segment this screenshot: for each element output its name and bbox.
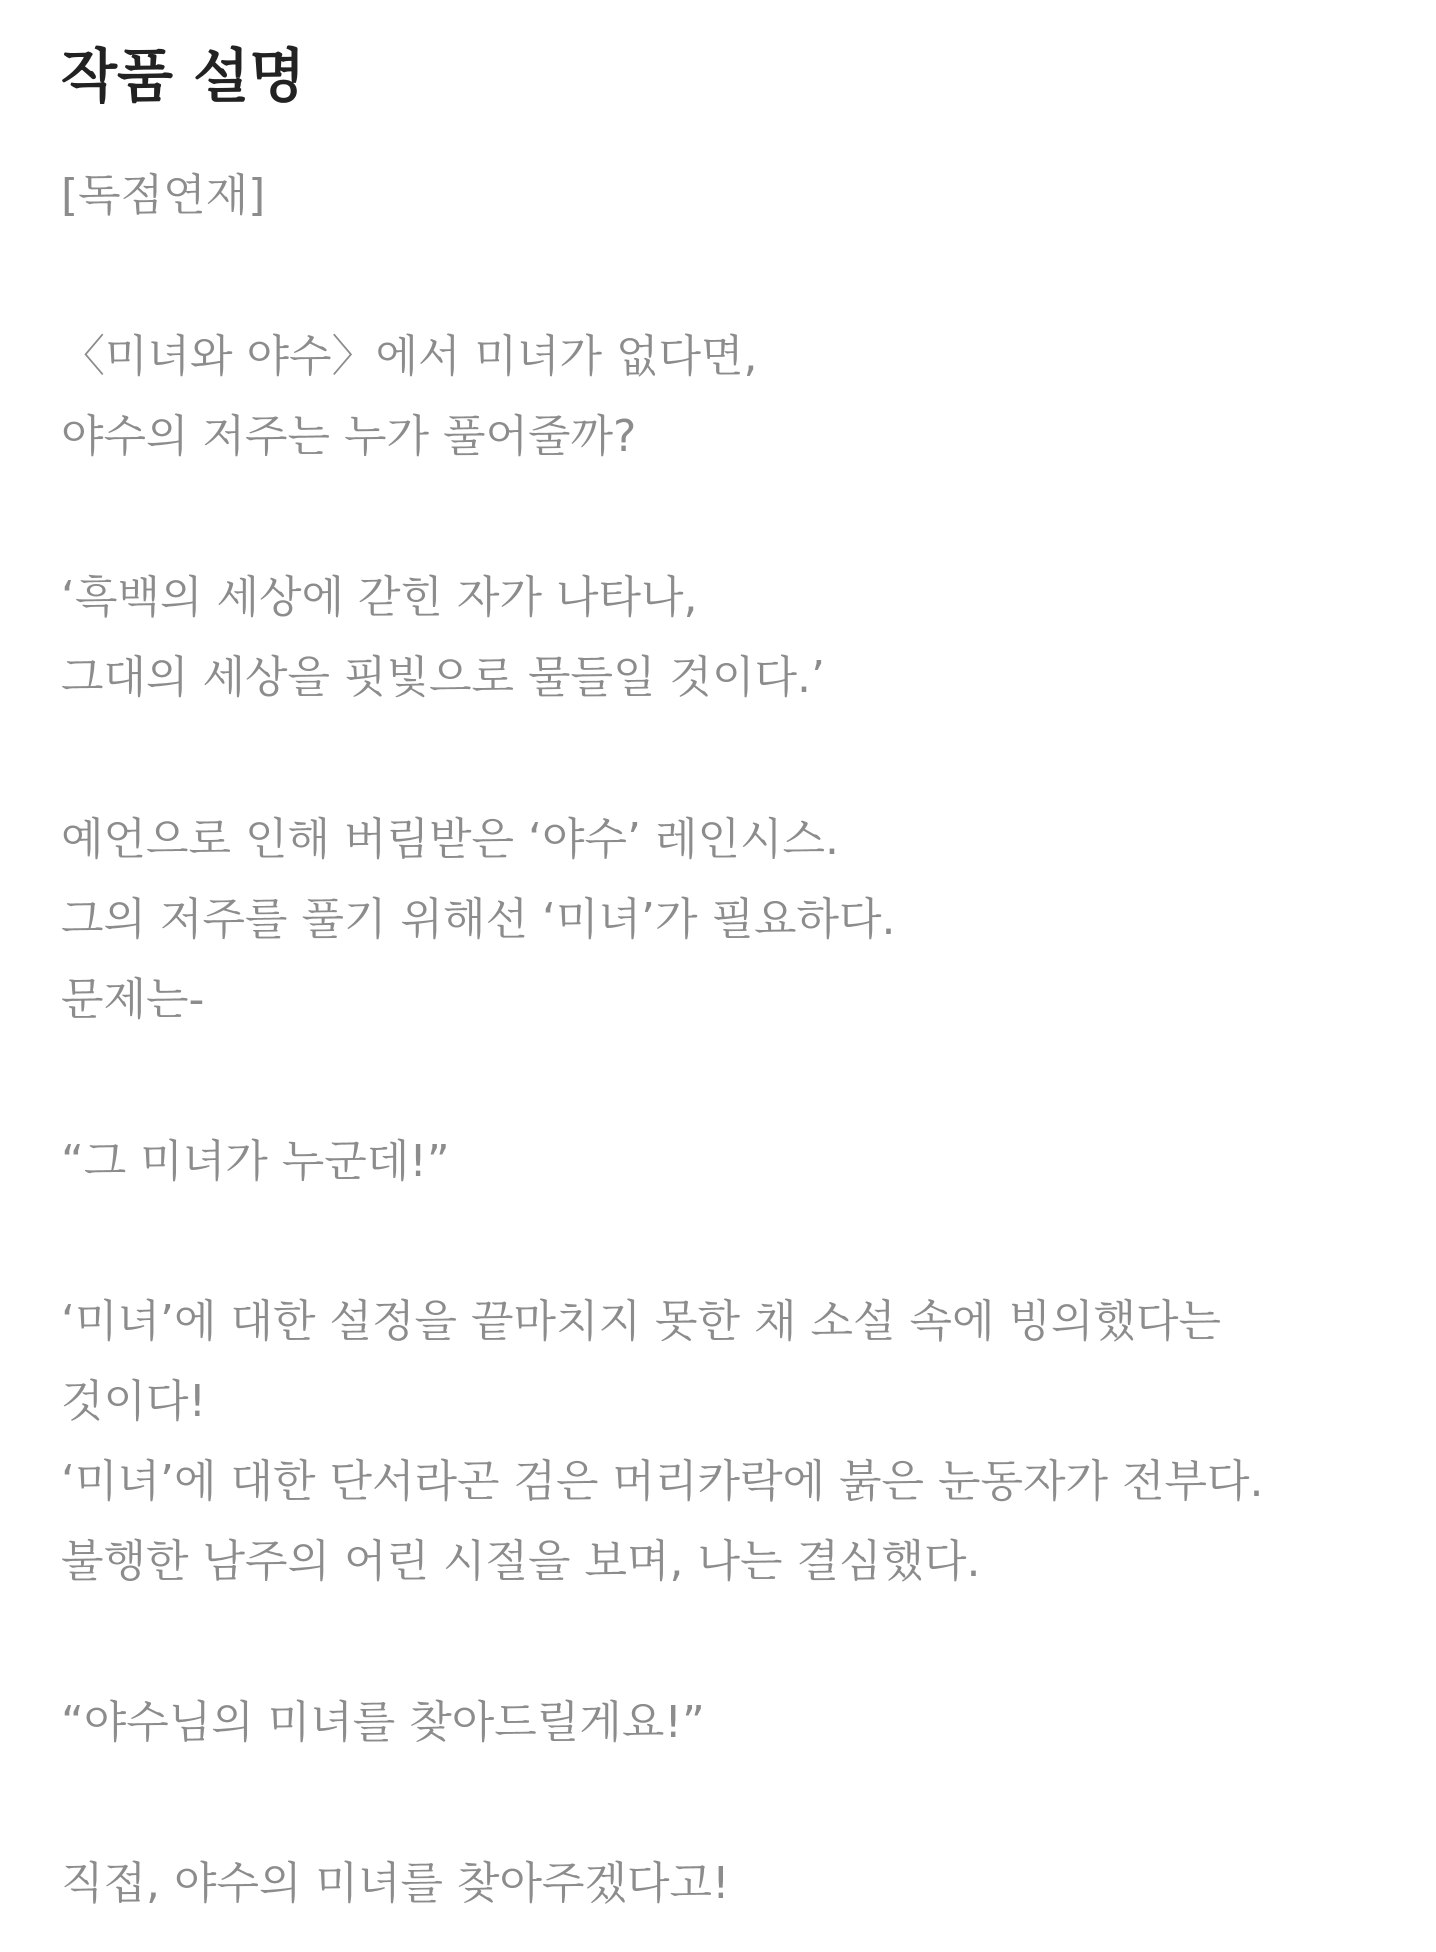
- description-line: 그대의 세상을 핏빛으로 물들일 것이다.’: [61, 652, 825, 703]
- description-line: ‘미녀’에 대한 설정을 끝마치지 못한 채 소설 속에 빙의했다는: [61, 1296, 1221, 1347]
- description-line: 문제는-: [61, 974, 205, 1025]
- description-line: 〈미녀와 야수〉에서 미녀가 없다면,: [61, 331, 758, 382]
- description-line-quote: “그 미녀가 누군데!”: [61, 1136, 450, 1187]
- description-line: 야수의 저주는 누가 풀어줄까?: [61, 411, 637, 462]
- description-line: 그의 저주를 풀기 위해선 ‘미녀’가 필요하다.: [61, 894, 896, 945]
- description-line: 직접, 야수의 미녀를 찾아주겠다고!: [61, 1858, 730, 1909]
- description-line-exclusive-tag: [독점연재]: [61, 170, 266, 221]
- section-title: 작품 설명: [61, 42, 306, 110]
- description-line: ‘미녀’에 대한 단서라곤 검은 머리카락에 붉은 눈동자가 전부다.: [61, 1456, 1264, 1507]
- description-line: 예언으로 인해 버림받은 ‘야수’ 레인시스.: [61, 814, 839, 865]
- description-line: ‘흑백의 세상에 갇힌 자가 나타나,: [61, 572, 698, 623]
- description-line-quote: “야수님의 미녀를 찾아드릴게요!”: [61, 1697, 705, 1748]
- description-body: [61, 0, 1401, 1952]
- description-line: 불행한 남주의 어린 시절을 보며, 나는 결심했다.: [61, 1536, 981, 1587]
- description-line: 것이다!: [61, 1376, 207, 1427]
